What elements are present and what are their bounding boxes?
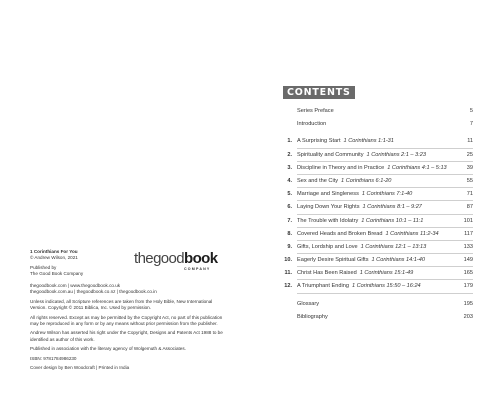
chapter-page: 71 (466, 191, 473, 198)
chapter-title: Discipline in Theory and in Practice (297, 164, 385, 171)
toc-page: 203 (463, 313, 473, 320)
chapter-scripture-ref: 1 Corinthians 10:1 – 11:1 (361, 217, 424, 224)
toc-row-chapter-8[interactable] (283, 228, 473, 241)
front-matter-list (283, 105, 473, 131)
chapter-page: 117 (464, 230, 473, 237)
moral-rights-notice: Andrew Wilson has asserted his right under the Copyright, Designs and Patents Act 1988 to be identified as author of this work. (30, 330, 223, 342)
chapter-number: 6. (287, 204, 292, 211)
chapter-number: 9. (287, 243, 292, 250)
scripture-notice: Unless indicated, all Scripture references are taken from the Holy Bible, New International Version. Copyright © 2011 Biblica, Inc. Used by permission. (30, 298, 213, 310)
toc-row-introduction[interactable] (283, 118, 473, 131)
chapter-scripture-ref: 1 Corinthians 1:1-31 (343, 138, 394, 145)
chapter-number: 7. (287, 217, 292, 224)
publisher-name: The Good Book Company (30, 271, 84, 276)
toc-row-chapter-4[interactable] (283, 175, 473, 188)
published-by-label: Published by (30, 264, 57, 270)
chapter-scripture-ref: 1 Corinthians 2:1 – 3:23 (366, 151, 426, 158)
back-matter-list (283, 298, 473, 324)
chapter-title: A Surprising Start (297, 138, 341, 145)
toc-row-chapter-5[interactable] (283, 188, 473, 201)
logo-word-good: good (153, 250, 185, 267)
row-rule (297, 293, 473, 294)
toc-row-chapter-7[interactable] (283, 215, 473, 228)
publisher-block (30, 249, 120, 277)
toc-title: Introduction (297, 121, 327, 128)
chapter-title: Marriage and Singleness (297, 191, 359, 198)
imprint-page (30, 249, 230, 375)
chapter-page: 101 (463, 217, 473, 224)
rights-notice: All rights reserved. Except as may be permitted by the Copyright Act, no part of this publication may be reproduced in any form or by any means without prior permission from the publisher. (30, 314, 223, 326)
toc-row-chapter-9[interactable] (283, 241, 473, 254)
toc-row-chapter-10[interactable] (283, 254, 473, 267)
chapter-page: 11 (467, 138, 473, 145)
book-title: 1 Corinthians For You (30, 249, 78, 254)
chapter-list (283, 135, 473, 293)
chapter-number: 3. (287, 164, 292, 171)
toc-row-chapter-11[interactable] (283, 267, 473, 280)
toc-page: 5 (469, 108, 473, 114)
toc-row-series-preface[interactable] (283, 105, 473, 118)
contents-page (283, 82, 473, 324)
chapter-scripture-ref: 1 Corinthians 15:50 – 16:24 (351, 283, 421, 290)
logo-word-book: book (184, 250, 218, 267)
websites-line-2: thegoodbook.com.au | thegoodbook.co.nz | thegoodbook.co.in (30, 289, 157, 295)
chapter-title: Eagerly Desire Spiritual Gifts (297, 257, 369, 264)
chapter-title: Covered Heads and Broken Bread (297, 230, 383, 237)
chapter-title: Gifts, Lordship and Love (297, 243, 358, 250)
chapter-number: 5. (287, 191, 292, 198)
toc-page: 195 (463, 300, 473, 307)
chapter-page: 87 (466, 204, 473, 211)
chapter-number: 8. (287, 230, 292, 237)
chapter-scripture-ref: 1 Corinthians 15:1-49 (359, 270, 414, 277)
chapter-scripture-ref: 1 Corinthians 14:1-40 (371, 257, 426, 264)
chapter-page: 149 (463, 257, 473, 264)
toc-row-chapter-6[interactable] (283, 201, 473, 214)
toc-row-bibliography[interactable] (283, 311, 473, 324)
imprint-header (30, 249, 230, 283)
toc-row-glossary[interactable] (283, 298, 473, 311)
cover-credit: Cover design by Ben Woodcraft | Printed in India (30, 365, 130, 371)
chapter-page: 39 (466, 164, 473, 171)
chapter-number: 1. (287, 138, 292, 145)
chapter-page: 25 (466, 151, 473, 158)
chapter-title: A Triumphant Ending (297, 283, 349, 290)
association-notice: Published in association with the literary agency of Wolgemuth & Associates. (30, 346, 186, 352)
toc-row-chapter-12[interactable] (283, 280, 473, 293)
chapter-scripture-ref: 1 Corinthians 7:1-40 (361, 191, 413, 198)
chapter-title: Laying Down Your Rights (297, 204, 360, 211)
chapter-page: 55 (466, 177, 473, 184)
chapter-page: 133 (463, 243, 473, 250)
chapter-number: 10. (284, 257, 292, 264)
chapter-scripture-ref: 1 Corinthians 11:2-34 (385, 230, 439, 237)
toc-title: Bibliography (297, 313, 328, 320)
toc-row-chapter-1[interactable] (283, 135, 473, 148)
chapter-title: Spirituality and Community (297, 151, 364, 158)
toc-row-chapter-2[interactable] (283, 149, 473, 162)
toc-row-chapter-3[interactable] (283, 162, 473, 175)
websites-line-1: thegoodbook.com | www.thegoodbook.co.uk (30, 283, 121, 288)
isbn: ISBN: 9781784986230 (30, 355, 77, 361)
copyright-line: © Andrew Wilson, 2021 (30, 255, 78, 261)
chapter-number: 12. (284, 283, 292, 290)
chapter-page: 165 (463, 270, 473, 277)
toc-title: Series Preface (297, 108, 334, 114)
chapter-number: 4. (287, 177, 292, 184)
chapter-scripture-ref: 1 Corinthians 8:1 – 9:27 (362, 204, 422, 211)
publisher-logo (134, 250, 218, 275)
chapter-number: 2. (287, 151, 292, 158)
chapter-page: 179 (463, 283, 473, 290)
chapter-scripture-ref: 1 Corinthians 6:1-20 (341, 177, 392, 184)
contents-heading: CONTENTS (283, 86, 355, 99)
logo-company-label: COMPANY (184, 267, 211, 271)
chapter-title: Sex and the City (297, 177, 339, 184)
chapter-title: The Trouble with Idolatry (297, 217, 359, 224)
logo-word-the: the (134, 250, 154, 267)
toc-title: Glossary (297, 300, 320, 307)
chapter-title: Christ Has Been Raised (297, 270, 357, 277)
websites (30, 283, 230, 295)
chapter-scripture-ref: 1 Corinthians 4:1 – 5:13 (387, 164, 447, 171)
chapter-scripture-ref: 1 Corinthians 12:1 – 13:13 (360, 243, 427, 250)
toc-page: 7 (469, 121, 473, 128)
chapter-number: 11. (284, 270, 292, 277)
